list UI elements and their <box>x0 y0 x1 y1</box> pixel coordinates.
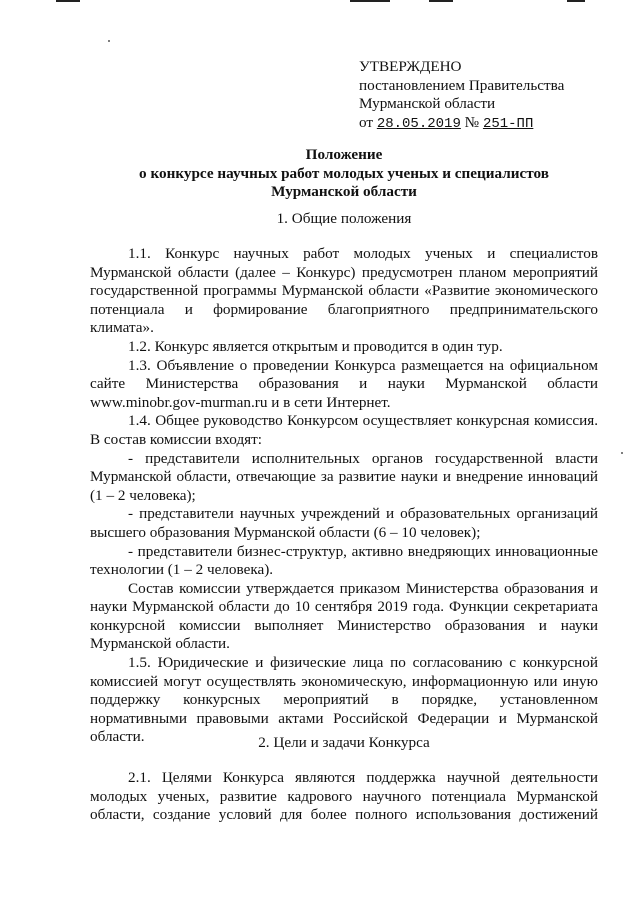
scan-speck <box>621 452 623 454</box>
paragraph-1-1: 1.1. Конкурс научных работ молодых ученых и специалистов Мурманской области (далее – Конкурс) предусмотрен планом мероприятий государственной программы Мурманской области «Развитие экономического потенциала и формирование благоприятного предпринимательского климата». <box>90 245 598 337</box>
approval-number: 251-ПП <box>482 115 534 132</box>
approval-heading: УТВЕРЖДЕНО <box>359 58 462 75</box>
title-line-1: Положение <box>305 146 383 163</box>
section-1-body <box>90 245 598 747</box>
paragraph-members-1: - представители исполнительных органов государственной власти Мурманской области, отвечающие за развитие науки и внедрение инноваций (1 – 2 человека); <box>90 449 598 504</box>
title-line-3: Мурманской области <box>271 183 417 201</box>
section-2-heading: 2. Цели и задачи Конкурса <box>258 734 430 751</box>
scan-edge-mark-far-right <box>567 0 585 2</box>
paragraph-2-1: 2.1. Целями Конкурса являются поддержка научной деятельности молодых ученых, развитие кадрового научного потенциала Мурманской области, создание условий для более полного использования достижений <box>90 769 598 824</box>
section-2-body <box>90 769 598 825</box>
paragraph-1-4: 1.4. Общее руководство Конкурсом осуществляет конкурсная комиссия. В состав комиссии входят: <box>90 412 598 448</box>
title-line-2: о конкурсе научных работ молодых ученых и специалистов <box>139 164 549 182</box>
approval-date: 28.05.2019 <box>376 115 461 132</box>
scan-speck <box>108 40 110 42</box>
approval-date-line <box>359 114 619 134</box>
approval-line-1: постановлением Правительства <box>359 76 565 94</box>
paragraph-members-2: - представители научных учреждений и образовательных организаций высшего образования Мурманской области (6 – 10 человек); <box>90 505 598 541</box>
document-title <box>90 146 598 202</box>
paragraph-1-3: 1.3. Объявление о проведении Конкурса размещается на официальном сайте Министерства образования и науки Мурманской области www.minobr.gov-murman.ru и в сети Интернет. <box>90 356 598 411</box>
approval-line-2: Мурманской области <box>359 95 496 113</box>
approval-stamp <box>359 58 619 133</box>
scan-edge-mark-center <box>350 0 390 2</box>
approval-number-sign: № <box>464 113 480 131</box>
scan-edge-mark-left <box>56 0 80 2</box>
paragraph-members-3: - представители бизнес-структур, активно внедряющих инновационные технологии (1 – 2 человека). <box>90 542 598 579</box>
paragraph-commission: Состав комиссии утверждается приказом Министерства образования и науки Мурманской области до 10 сентября 2019 года. Функции секретариата конкурсной комиссии выполняет Министерство образования и науки Мурманской области. <box>90 579 598 653</box>
section-1-heading: 1. Общие положения <box>276 210 412 227</box>
paragraph-1-2: 1.2. Конкурс является открытым и проводится в один тур. <box>128 337 503 355</box>
scan-edge-mark-right <box>429 0 453 2</box>
approval-from: от <box>359 113 374 131</box>
paragraph-1-5: 1.5. Юридические и физические лица по согласованию с конкурсной комиссией могут осуществлять экономическую, информационную или иную поддержку конкурсных мероприятий в порядке, установленном нормативными правовыми актами Российской Федерации и Мурманской области. <box>90 654 598 746</box>
